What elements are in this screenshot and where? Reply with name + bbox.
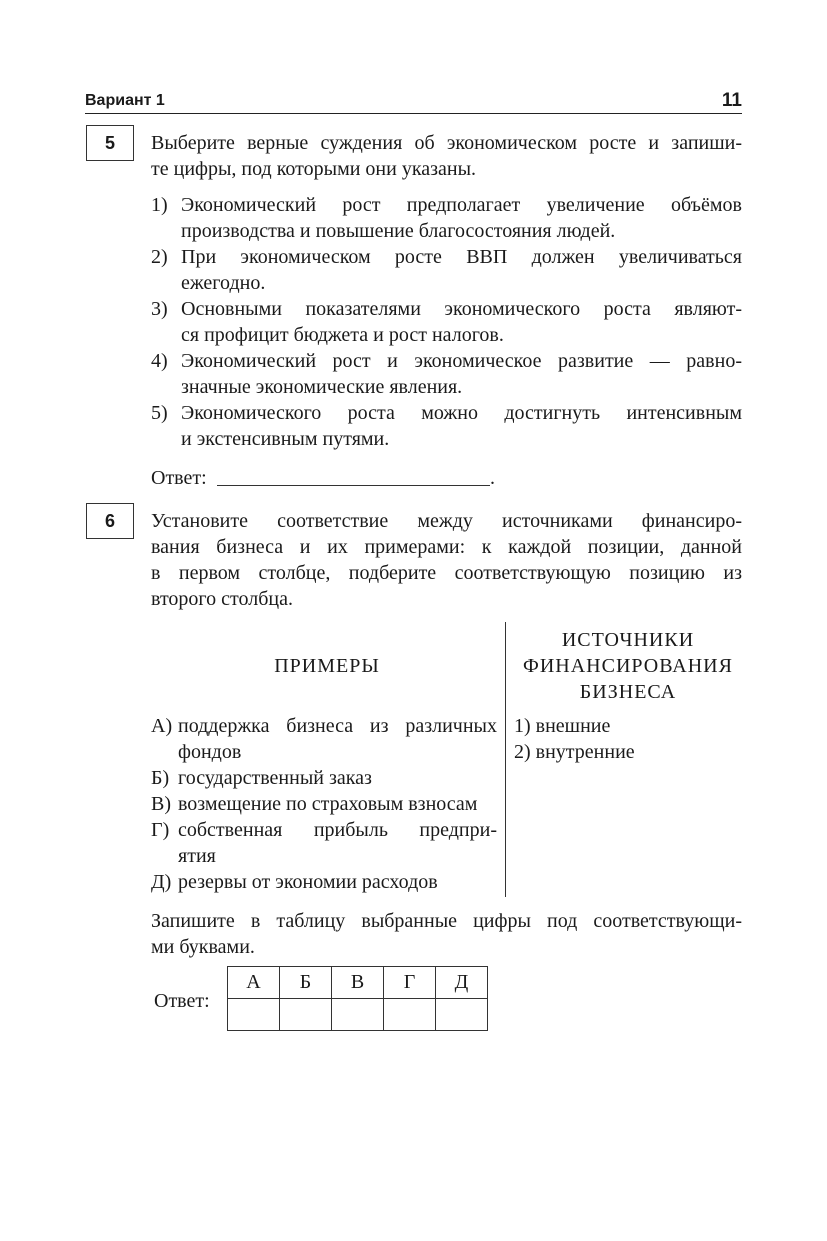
item-text: ся профицит бюджета и рост налогов. <box>181 324 504 346</box>
answer-cell-d[interactable] <box>436 999 488 1031</box>
item-number: 4) <box>151 350 168 372</box>
item-number: 5) <box>151 402 168 424</box>
item-text: Экономический рост и экономическое развитие — равно- <box>181 350 742 372</box>
item-text: значные экономические явления. <box>181 376 463 398</box>
task-6-prompt-line: Установите соответствие между источниками финансиро- <box>151 510 742 532</box>
task-5-number: 5 <box>86 125 134 161</box>
answer-cell-g[interactable] <box>384 999 436 1031</box>
task-5-prompt-line: Выберите верные суждения об экономическом росте и запиши- <box>151 132 742 154</box>
item-text: При экономическом росте ВВП должен увеличиваться <box>181 246 742 268</box>
example-letter: Г) <box>151 819 170 841</box>
example-text: ятия <box>178 845 216 867</box>
task-6-number: 6 <box>86 503 134 539</box>
item-text: Экономического роста можно достигнуть интенсивным <box>181 402 742 424</box>
answer-label: Ответ: <box>154 990 210 1012</box>
instruction-line: Запишите в таблицу выбранные цифры под соответствующи- <box>151 910 742 932</box>
example-text: государственный заказ <box>178 767 372 789</box>
example-letter: Д) <box>151 871 172 893</box>
answer-period: . <box>490 467 495 489</box>
item-text: производства и повышение благосостояния людей. <box>181 220 616 242</box>
page-number: 11 <box>721 90 742 111</box>
answer-cell-v[interactable] <box>332 999 384 1031</box>
example-text: фондов <box>178 741 242 763</box>
item-number: 3) <box>151 298 168 320</box>
task-6-prompt-line: второго столбца. <box>151 588 293 610</box>
example-text: возмещение по страховым взносам <box>178 793 478 815</box>
answer-column-header: Д <box>436 967 488 999</box>
column-divider <box>505 622 506 897</box>
example-text: поддержка бизнеса из различных <box>178 715 497 737</box>
item-text: Экономический рост предполагает увеличение объёмов <box>181 194 742 216</box>
item-text: ежегодно. <box>181 272 266 294</box>
right-column-header: ФИНАНСИРОВАНИЯ <box>523 655 733 677</box>
left-column-header: ПРИМЕРЫ <box>274 655 380 677</box>
example-text: резервы от экономии расходов <box>178 871 438 893</box>
answer-column-header: Г <box>384 967 436 999</box>
item-text: и экстенсивным путями. <box>181 428 390 450</box>
source-item: 1) внешние <box>514 715 611 737</box>
answer-column-header: А <box>228 967 280 999</box>
answer-cell-a[interactable] <box>228 999 280 1031</box>
answer-label: Ответ: <box>151 467 207 489</box>
variant-label: Вариант 1 <box>85 92 165 109</box>
instruction-line: ми буквами. <box>151 936 255 958</box>
task-6-prompt-line: в первом столбце, подберите соответствующую позицию из <box>151 562 742 584</box>
right-column-header: ИСТОЧНИКИ <box>561 629 695 651</box>
example-letter: Б) <box>151 767 170 789</box>
task-5-prompt-line: те цифры, под которыми они указаны. <box>151 158 477 180</box>
example-text: собственная прибыль предпри- <box>178 819 497 841</box>
source-item: 2) внутренние <box>514 741 635 763</box>
answer-cell-b[interactable] <box>280 999 332 1031</box>
answer-column-header: Б <box>280 967 332 999</box>
right-column-header: БИЗНЕСА <box>579 681 677 703</box>
header-rule <box>85 113 742 114</box>
answer-input-line[interactable] <box>217 485 490 486</box>
item-number: 1) <box>151 194 168 216</box>
answer-column-header: В <box>332 967 384 999</box>
task-6-prompt-line: вания бизнеса и их примерами: к каждой позиции, данной <box>151 536 742 558</box>
example-letter: А) <box>151 715 173 737</box>
example-letter: В) <box>151 793 171 815</box>
answer-table <box>227 966 488 1031</box>
item-number: 2) <box>151 246 168 268</box>
item-text: Основными показателями экономического роста являют- <box>181 298 742 320</box>
